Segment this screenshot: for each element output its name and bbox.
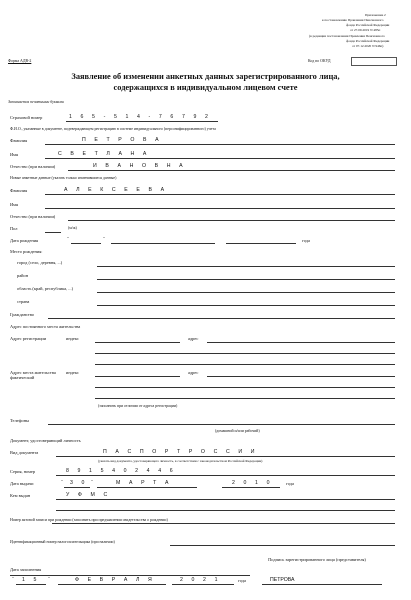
issuer-line-2[interactable]: [56, 510, 395, 511]
okud-label: Код по ОКУД: [308, 59, 331, 63]
phones-label: Телефоны: [10, 418, 29, 423]
okud-box[interactable]: [351, 57, 397, 66]
appendix-line-5: (в редакции постановления Правления Пенсионного: [309, 34, 385, 38]
fill-month[interactable]: Ф Е В Р А Л Я: [75, 577, 156, 583]
series-label: Серия, номер: [10, 469, 36, 474]
new-data-caption: Новые анкетные данные (указать только изменившиеся данные): [10, 176, 117, 180]
dob-quote-close: ": [103, 236, 105, 241]
form-title-line-1: Заявление об изменении анкетных данных зарегистрированного лица,: [71, 72, 340, 81]
new-patronymic-label: Отчество (при наличии): [10, 214, 56, 219]
patronymic-label: Отчество (при наличии): [10, 164, 56, 169]
actual-addr-label: Адрес места жительства фактический: [10, 370, 56, 380]
issue-year-suffix: года: [286, 481, 294, 486]
new-surname-value[interactable]: А Л Е К С Е Е В А: [64, 187, 168, 193]
city-label: город (село, деревня, ...): [17, 260, 63, 265]
form-code: Форма АДВ-2: [8, 59, 32, 63]
issue-date-label: Дата выдачи: [10, 481, 34, 486]
inn-line[interactable]: [170, 545, 395, 546]
actual-addr-note: (заполнить при отличии от адреса регистрации): [98, 404, 178, 408]
series-value[interactable]: 8 9 1 5 4 0 2 4 4 6: [66, 468, 177, 474]
appendix-line-1: Приложение 2: [365, 13, 386, 17]
surname-label: Фамилия: [10, 138, 28, 143]
fill-year-line: [172, 584, 234, 585]
new-surname-line: [45, 194, 395, 195]
reg-addr-line-3[interactable]: [95, 364, 395, 365]
act-record-label: Номер актовой записи при рождении (заполнить при предъявлении свидетельства о рождении): [10, 518, 168, 522]
patronymic-value[interactable]: И В А Н О В Н А: [93, 163, 187, 169]
name-line: [45, 158, 395, 159]
perm-addr-label: Адрес постоянного места жительства: [10, 324, 81, 329]
issue-year[interactable]: 2 0 1 0: [232, 480, 274, 486]
issuer-label: Кем выдан: [10, 493, 31, 498]
issue-year-line: [222, 487, 280, 488]
appendix-line-3: фонда Российской Федерации: [346, 23, 390, 27]
reg-addr-line-1[interactable]: [207, 342, 395, 343]
fill-date-top-rule: [10, 575, 250, 576]
issue-day-line: [64, 487, 90, 488]
reg-addr-word: адрес: [188, 336, 199, 341]
appendix-line-7: от 07.12.2020 N 946п): [352, 44, 384, 48]
city-line[interactable]: [97, 266, 395, 267]
fill-quote-close: ": [48, 576, 50, 581]
appendix-line-4: от 27.09.2019 N 485п: [350, 28, 381, 32]
appendix-line-2: к постановлению Правления Пенсионного: [322, 18, 384, 22]
country-label: страна: [17, 299, 30, 304]
dob-year-line[interactable]: [226, 243, 296, 244]
fill-note: Заполняется печатными буквами: [8, 100, 64, 104]
region-label: область (край, республика, ...): [17, 286, 74, 291]
appendix-line-6: фонда Российской Федерации: [346, 39, 390, 43]
signature-line: [262, 584, 382, 585]
doc-type-label: Вид документа: [10, 450, 39, 455]
inn-label: Идентификационный номер налогоплательщика (при наличии): [10, 540, 115, 544]
phones-hint: (домашний и/или рабочий): [215, 429, 260, 433]
sex-hint: (м/ж): [68, 226, 77, 230]
act-record-line[interactable]: [52, 523, 395, 524]
series-line: [56, 475, 395, 476]
actual-addr-line-2[interactable]: [95, 387, 395, 388]
surname-line: [45, 144, 395, 145]
fill-year[interactable]: 2 0 2 1: [180, 577, 222, 583]
fill-date-label: Дата заполнения: [10, 567, 42, 572]
issuer-line-1: [56, 499, 395, 500]
district-line[interactable]: [97, 279, 395, 280]
issue-day[interactable]: 3 0: [70, 480, 89, 486]
signature-caption: Подпись зарегистрированного лица (представителя): [268, 557, 366, 562]
reg-addr-label: Адрес регистрации: [10, 336, 47, 341]
phones-line[interactable]: [48, 424, 395, 425]
new-surname-label: Фамилия: [10, 188, 28, 193]
sex-line[interactable]: [45, 232, 61, 233]
region-line[interactable]: [97, 292, 395, 293]
fill-month-line: [58, 584, 166, 585]
reg-addr-line-2[interactable]: [95, 353, 395, 354]
actual-addr-word: адрес: [188, 370, 199, 375]
actual-addr-line-1[interactable]: [207, 376, 395, 377]
citizenship-label: Гражданство: [10, 312, 35, 317]
reg-index-label: индекс: [66, 336, 79, 341]
dob-year-suffix: года: [302, 238, 310, 243]
actual-index-line[interactable]: [95, 376, 180, 377]
issue-month[interactable]: М А Р Т А: [116, 480, 173, 486]
reg-index-line[interactable]: [95, 342, 180, 343]
doc-caption: Документ, удостоверяющий личность: [10, 438, 81, 443]
issue-month-line: [97, 487, 197, 488]
issuer-value[interactable]: У Ф М С: [66, 492, 111, 498]
birthplace-label: Место рождения:: [10, 249, 43, 254]
doc-type-hint: (указать вид документа, удостоверяющего личность, в соответствии с законодательством Российской Федерации): [98, 459, 263, 463]
actual-index-label: индекс: [66, 370, 79, 375]
fill-day-line: [16, 584, 46, 585]
dob-month-line[interactable]: [111, 243, 215, 244]
snils-value[interactable]: 1 6 5 - 5 1 4 - 7 6 7 9 2: [69, 114, 212, 120]
sex-label: Пол: [10, 226, 18, 231]
actual-addr-line-3[interactable]: [95, 398, 395, 399]
fill-quote-open: ": [12, 576, 14, 581]
dob-label: Дата рождения: [10, 238, 39, 243]
fill-year-suffix: года: [238, 578, 246, 583]
signature-name[interactable]: ПЕТРОВА: [270, 577, 295, 583]
doc-type-line: [56, 456, 395, 457]
name-value[interactable]: С В Е Т Л А Н А: [58, 151, 150, 157]
patronymic-line: [68, 170, 395, 171]
snils-line: [66, 121, 218, 122]
dob-day-line[interactable]: [71, 243, 101, 244]
doc-type-value[interactable]: П А С П О Р Т Р О С С И И: [103, 449, 259, 455]
dob-quote-open: ": [67, 236, 69, 241]
citizenship-line[interactable]: [48, 318, 395, 319]
issue-quote-open: ": [61, 479, 63, 484]
snils-label: Страховой номер: [10, 115, 43, 120]
name-label: Имя: [10, 152, 18, 157]
surname-value[interactable]: П Е Т Р О В А: [82, 137, 163, 143]
fill-day[interactable]: 1 5: [22, 577, 41, 583]
form-title-line-2: содержащихся в индивидуальном лицевом счете: [113, 83, 298, 92]
country-line[interactable]: [97, 305, 395, 306]
new-name-label: Имя: [10, 202, 18, 207]
new-patronymic-line[interactable]: [68, 220, 395, 221]
district-label: район: [17, 273, 29, 278]
fio-caption: Ф.И.О., указанные в документе, подтверждающем регистрацию в системе индивидуального (персонифицированного) учета: [10, 127, 216, 131]
issue-quote-close: ": [91, 479, 93, 484]
new-name-line[interactable]: [45, 208, 395, 209]
